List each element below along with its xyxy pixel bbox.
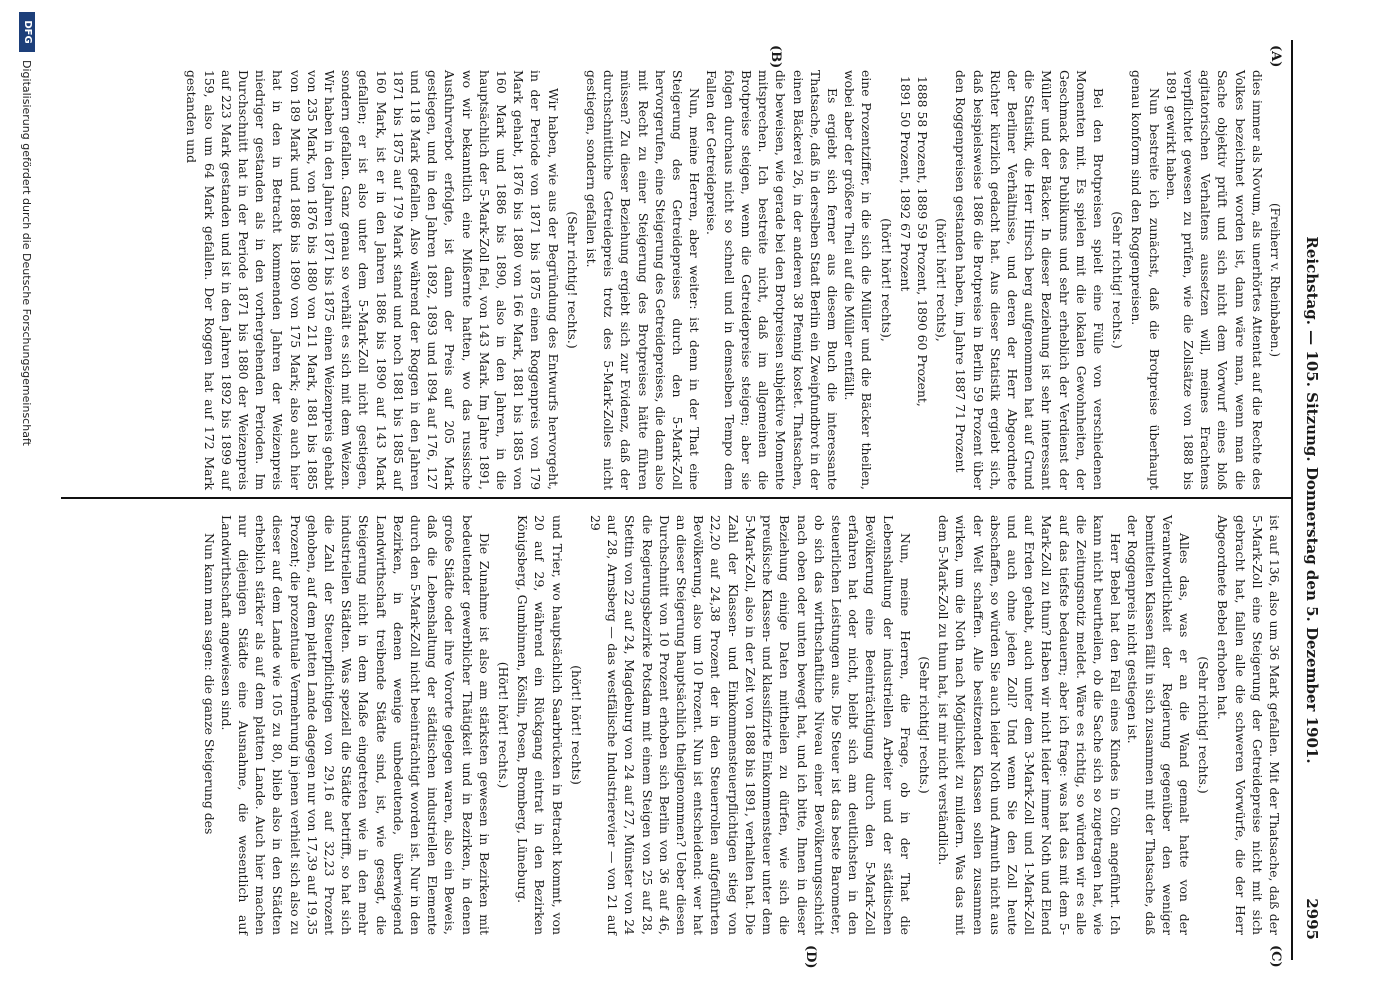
margin-marker-d: (D) — [803, 945, 818, 969]
interjection: (hört! hört! rechts) — [568, 665, 584, 785]
margin-marker-b: (B) — [768, 45, 783, 69]
paragraph: Nun bestreite ich zunächst, daß die Brotpreise überhaupt genau konform sind den Roggenpreisen. — [1129, 70, 1162, 490]
paragraph: Bei den Brotpreisen spielt eine Fülle von verschiedenen Momenten mit. Es spielen mit die lokalen Gewohnheiten, der Geschmack des Publikums und sehr erheblich der Verdienst der Müller und der Bäcker. In dieser Beziehung ist sehr interessant die Statistik, die Herr Hirsch berg aufgenommen hat auf Grund der Berliner Verhältnisse, und deren der Herr Abgeordnete Richter kürzlich gedacht hat. Aus dieser Statistik ergiebt sich, daß beispielsweise 1886 die Brotpreise in Berlin 59 Prozent über den Roggenpreisen gestanden haben, im Jahre 1887 71 Prozent — [953, 70, 1106, 490]
paragraph: Alles das, was er an die Wand gemalt hatte von der Verantwortlichkeit der Regierung gegenüber den weniger bemittelten Klassen fällt in sich zusammen mit der Thatsache, daß der Roggenpreis nicht gestiegen ist. — [1125, 515, 1192, 935]
margin-marker-a: (A) — [1268, 45, 1283, 68]
paragraph: Die Zunahme ist also am stärksten gewesen in Bezirken mit bedeutender gewerblicher Thätigkeit und in Bezirken, in denen große Städte oder ihre Vororte gelegen waren, also ein Beweis, daß die Lebenshaltung der städtischen industriellen Elemente durch den 5-Mark-Zoll nicht beeinträchtigt worden ist. Nur in den Bezirken, in denen wenige unbedeutende, überwiegend Landwirthschaft treibende Städte sind, ist, wie gesagt, die Steigerung nicht in dem Maße eingetreten wie in den mehr industriellen Städten. Was speziell die Städte betrifft, so hat sich die Zahl der Steuerpflichtigen von 29,16 auf 32,23 Prozent gehoben, auf dem platten Lande dagegen nur von 17,39 auf 19,35 Prozent; die prozentuale Vermehrung in jenen verhielt sich also zu dieser auf dem Lande wie 105 zu 80, blieb also in den Städten erheblich stärker als auf dem platten Lande. Auch hier machen nur diejenigen Städte eine Ausnahme, die wesentlich auf Landwirthschaft angewiesen sind. — [218, 515, 492, 935]
interjection: (hört! hört! rechts), — [878, 218, 894, 342]
paragraph: Herr Bebel hat den Fall eines Kindes in Cöln angeführt. Ich kann nicht beurtheilen, ob die Sache sich so zugetragen hat, wie die Zeitungsnotiz meldet. Wäre es richtig, so würden wir es alle auf das tiefste bedauern; aber ich frage: was hat das mit dem 5-Mark-Zoll zu thun? Haben wir nicht leider immer Noth und Elend auf Erden gehabt, auch unter dem 3-Mark-Zoll und 1-Mark-Zoll und auch ohne jeden Zoll? Und wenn Sie den Zoll heute abschaffen, so würden Sie auch leider Noth und Armuth nicht aus der Welt schaffen. Alle besitzenden Klassen sollen zusammen wirken, um die Noth nach Möglichkeit zu mildern. Was das mit dem 5-Mark-Zoll zu thun hat, ist mir nicht verständlich. — [936, 515, 1124, 935]
page-header — [1295, 60, 1321, 940]
speaker-name: (Freiherr v. Rheinbaben.) — [1268, 202, 1282, 358]
digitization-credit: Digitalisierung gefördert durch die Deutsche Forschungsgemeinschaft — [20, 60, 33, 446]
page-number: 2995 — [1303, 898, 1321, 940]
paragraph: dies immer als Novum, als unerhörtes Attentat auf die Rechte des Volkes bezeichnet worden ist, dann wäre man, wenn man die Sache objektiv prüft und sich nicht dem Vorwurf eines bloß agitatorischen Verhaltens aussetzen will, meines Erachtens verpflichtet gewesen zu prüfen, wie die Zollsätze von 1888 bis 1891 gewirkt haben. — [1163, 70, 1265, 490]
right-column — [200, 515, 1283, 935]
paragraph: Es ergiebt sich ferner aus diesem Buch die interessante Thatsache, daß in derselben Stadt Berlin ein Zweipfundbrot in der einen Bäckerei 26, in der anderen 38 Pfennig kostet. Thatsachen, die beweisen, wie gerade bei den Brotpreisen subjektive Momente mitsprechen. Ich bestreite nicht, daß im allgemeinen die Brotpreise steigen, wenn die Getreidepreise steigen; aber sie folgen durchaus nicht so schnell und in demselben Tempo dem Fallen der Getreidepreise. — [704, 70, 840, 490]
column-divider — [61, 497, 1291, 499]
paragraph: und Trier, wo hauptsächlich Saarbrücken in Betracht kommt, von 20 auf 29, während ein Rückgang eintrat in den Bezirken Königsberg, Gumbinnen, Köslin, Posen, Bromberg, Lüneburg. — [515, 515, 565, 935]
dfg-logo: DFG — [19, 12, 35, 52]
statistics-line: 1891 50 Prozent, 1892 67 Prozent — [897, 76, 913, 292]
paragraph: Wir haben, wie aus der Begründung des Entwurfs hervorgeht, in der Periode von 1871 bis 1875 einen Roggenpreis von 179 Mark gehabt, 1876 bis 1880 von 166 Mark, 1881 bis 1885 von 160 Mark und 1886 bis 1890, also in den Jahren, in die hauptsächlich der 5-Mark-Zoll fiel, von 143 Mark. Im Jahre 1891, wo wir bekanntlich eine Mißernte hatten, wo das russische Ausfuhrverbot erfolgte, ist dann der Preis auf 205 Mark gestiegen, und in den Jahren 1892, 1893 und 1894 auf 176, 127 und 118 Mark gefallen. Also während der Roggen in den Jahren 1871 bis 1875 auf 179 Mark stand und noch 1881 bis 1885 auf 160 Mark, ist er in den Jahren 1886 bis 1890 auf 143 Mark gefallen; er ist also unter dem 5-Mark-Zoll nicht gestiegen, sondern gefallen. Ganz genau so verhält es sich mit dem Weizen. Wir haben in den Jahren 1871 bis 1875 einen Weizenpreis gehabt von 235 Mark, von 1876 bis 1880 von 211 Mark, 1881 bis 1885 von 189 Mark und 1886 bis 1890 von 175 Mark; also auch hier hat in den in Betracht kommenden Jahren der Weizenpreis niedriger gestanden als in den vorhergehenden Perioden. Im Durchschnitt hat in der Periode 1871 bis 1880 der Weizenpreis auf 223 Mark gestanden und ist in den Jahren 1892 bis 1899 auf 159, also um 64 Mark gefallen. Der Roggen hat auf 172 Mark gestanden und — [184, 70, 561, 490]
paragraph: Nun, meine Herren, aber weiter: ist denn in der That eine Steigerung des Getreidepreises durch den 5-Mark-Zoll hervorgerufen, eine Steigerung des Getreidepreises, die dann also mit Recht zu einer Steigerung des Brotpreises hätte führen müssen? Zu dieser Beziehung ergiebt sich zur Evidenz, daß der durchschnittliche Getreidepreis trotz des 5-Mark-Zolles nicht gestiegen, sondern gefallen ist. — [584, 70, 703, 490]
left-column — [183, 70, 1283, 490]
header-rule — [1291, 40, 1293, 960]
interjection: (Sehr richtig! rechts.) — [1110, 211, 1126, 349]
paragraph: Nun kann man sagen: die ganze Steigerung des — [201, 533, 217, 835]
paragraph: ist auf 136, also um 36 Mark gefallen. Mit der Thatsache, daß der 5-Mark-Zoll eine Steigerung der Getreidepreise nicht mit sich gebracht hat, fallen alle die schweren Vorwürfe, die der Herr Abgeordnete Bebel erhoben hat. — [1215, 515, 1282, 935]
interjection: (hört! hört! rechts), — [934, 218, 950, 342]
paragraph: Nun, meine Herren, die Frage, ob in der That die Lebenshaltung der industriellen Arbeiter und der städtischen Bevölkerung eine Beeinträchtigung durch den 5-Mark-Zoll erfahren hat oder nicht, bleibt sich am deutlichsten in den steuerlichen Leistungen aus. Die Steuer ist das beste Barometer, ob sich das wirthschaftliche Niveau einer Bevölkerungsschicht nach oben oder unten bewegt hat, und ich bitte, Ihnen in dieser Beziehung einige Daten mittheilen zu dürfen, wie sich die preußische Klassen- und klassifizirte Einkommensteuer unter dem 5-Mark-Zoll, also in der Zeit von 1888 bis 1891, verhalten hat. Die Zahl der Klassen- und Einkommensteuerpflichtigen stieg von 22,20 auf 24,38 Prozent der in den Steuerrollen aufgeführten Bevölkerung, also um 10 Prozent. Nun ist entscheidend: wer hat an dieser Steigerung hauptsächlich theilgenommen? Ueber diesen Durchschnitt von 10 Prozent erhoben sich Berlin von 36 auf 46, die Regierungsbezirke Potsdam mit einem Steigen von 25 auf 28, Stettin von 22 auf 24, Magdeburg von 24 auf 27, Münster von 24 auf 28, Arnsberg — das westfälische Industrierevier — von 21 auf 29 — [588, 515, 913, 935]
interjection: (Sehr richtig! rechts.) — [564, 211, 580, 349]
header-title: Reichstag. — 105. Sitzung. Donnerstag den 5. Dezember 1901. — [1303, 236, 1321, 764]
interjection: (Sehr richtig! rechts.) — [1196, 656, 1212, 794]
interjection: (Hört! hört! rechts.) — [496, 661, 512, 789]
paragraph: eine Prozentziffer, in die sich die Müller und die Bäcker theilen, wobei aber der größere Theil auf die Müller entfällt. — [842, 70, 875, 490]
interjection: (Sehr richtig! rechts.) — [916, 656, 932, 794]
margin-marker-c: (C) — [1268, 945, 1283, 968]
statistics-line: 1888 58 Prozent, 1889 59 Prozent, 1890 60 Prozent, — [914, 76, 930, 407]
